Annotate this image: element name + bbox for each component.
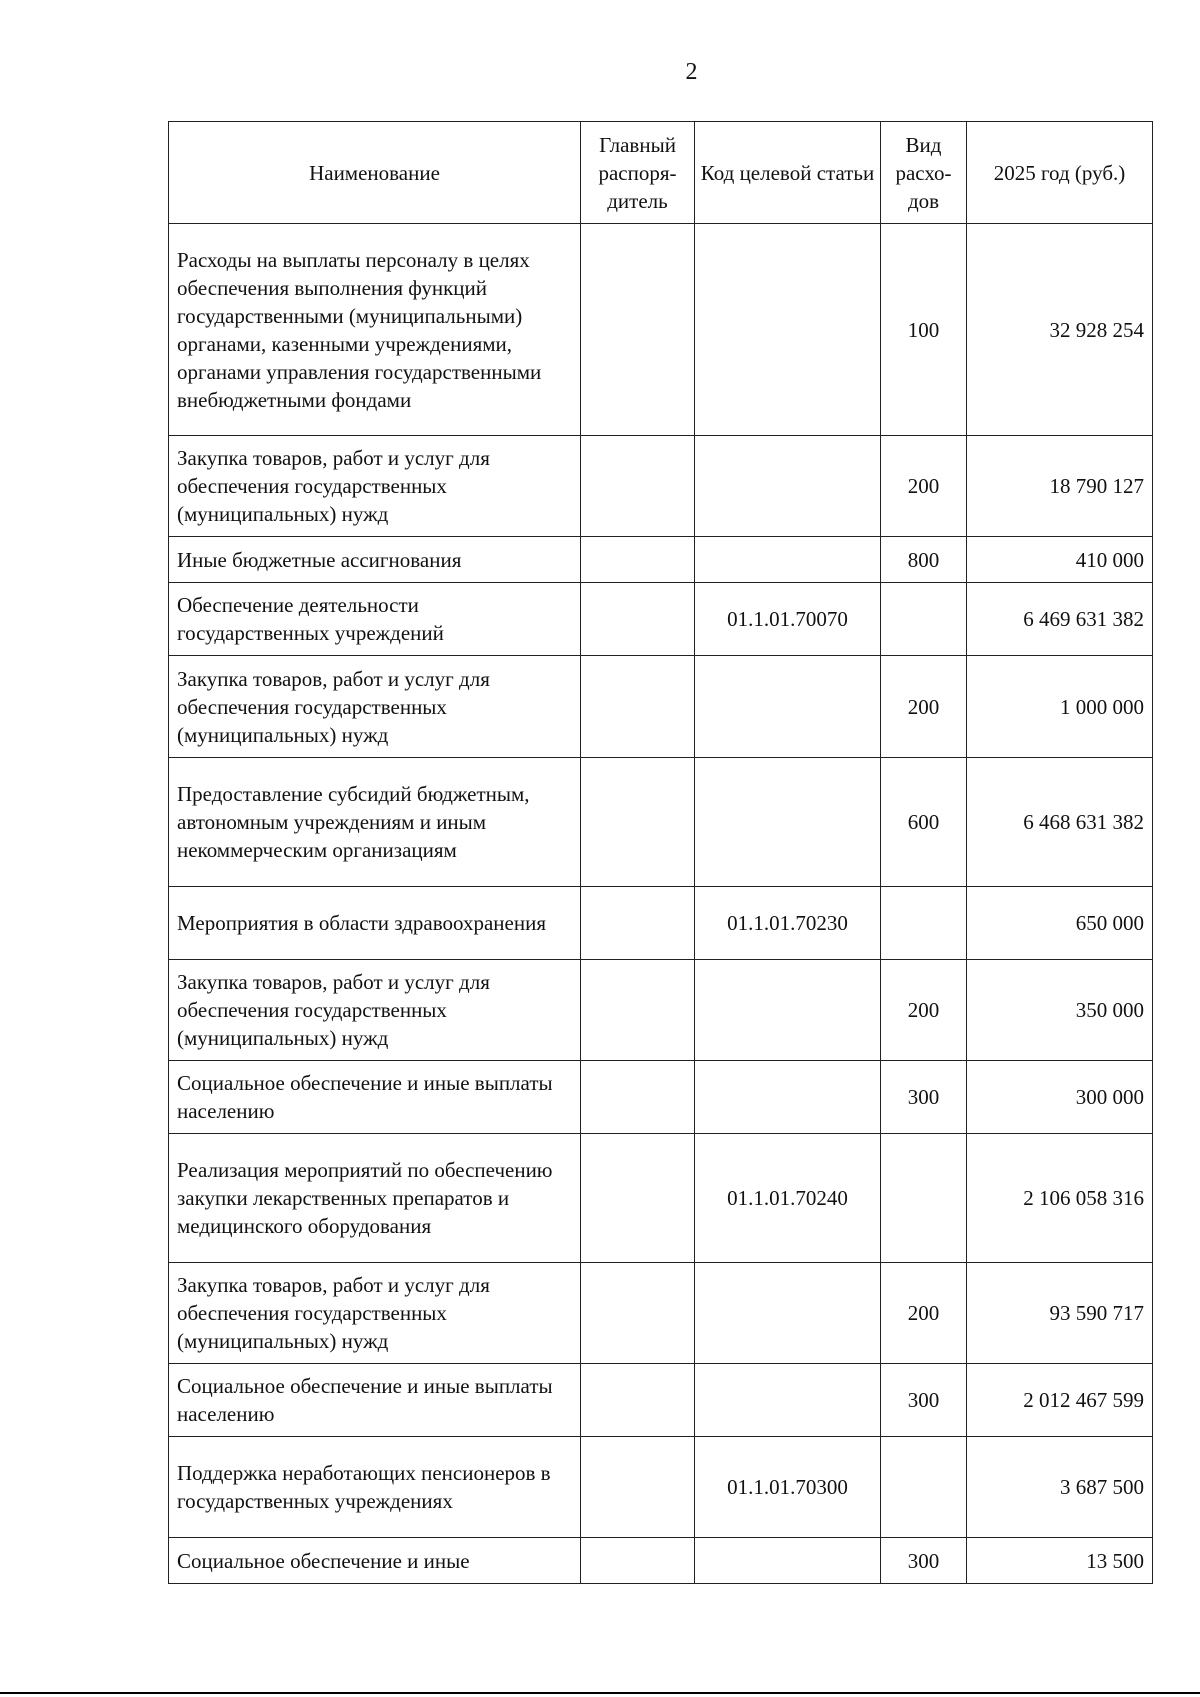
row-expense-type [881, 1437, 967, 1538]
row-amount: 1 000 000 [967, 656, 1153, 758]
row-name: Предоставление субсидий бюджетным, автономным учреждениям и иным некоммерческим организациям [169, 758, 581, 887]
row-expense-type: 200 [881, 656, 967, 758]
row-main-manager [581, 1061, 695, 1134]
row-name: Закупка товаров, работ и услуг для обеспечения государственных (муниципальных) нужд [169, 1263, 581, 1364]
table-row [169, 1134, 1153, 1263]
row-amount: 2 106 058 316 [967, 1134, 1153, 1263]
row-expense-type: 200 [881, 960, 967, 1061]
row-expense-type [881, 583, 967, 656]
row-expense-type [881, 1134, 967, 1263]
table-row [169, 1364, 1153, 1437]
row-name: Иные бюджетные ассигнования [169, 537, 581, 583]
table-row [169, 1538, 1153, 1584]
row-name: Реализация мероприятий по обеспечению закупки лекарственных препаратов и медицинского оборудования [169, 1134, 581, 1263]
table-row [169, 1061, 1153, 1134]
table-row [169, 583, 1153, 656]
row-target-code [695, 758, 881, 887]
row-name: Закупка товаров, работ и услуг для обеспечения государственных (муниципальных) нужд [169, 960, 581, 1061]
row-expense-type: 300 [881, 1364, 967, 1437]
row-amount: 650 000 [967, 887, 1153, 960]
row-amount: 13 500 [967, 1538, 1153, 1584]
row-target-code: 01.1.01.70240 [695, 1134, 881, 1263]
row-target-code [695, 1364, 881, 1437]
row-target-code [695, 1061, 881, 1134]
header-main-manager: Главный распоря-дитель [581, 122, 695, 224]
row-main-manager [581, 436, 695, 537]
row-name: Закупка товаров, работ и услуг для обеспечения государственных (муниципальных) нужд [169, 436, 581, 537]
row-amount: 93 590 717 [967, 1263, 1153, 1364]
header-amount: 2025 год (руб.) [967, 122, 1153, 224]
row-main-manager [581, 656, 695, 758]
row-amount: 350 000 [967, 960, 1153, 1061]
row-name: Закупка товаров, работ и услуг для обеспечения государственных (муниципальных) нужд [169, 656, 581, 758]
row-name: Обеспечение деятельности государственных учреждений [169, 583, 581, 656]
row-main-manager [581, 537, 695, 583]
row-main-manager [581, 1263, 695, 1364]
row-main-manager [581, 758, 695, 887]
header-name: Наименование [169, 122, 581, 224]
row-expense-type [881, 887, 967, 960]
row-target-code [695, 537, 881, 583]
row-name: Социальное обеспечение и иные выплаты населению [169, 1364, 581, 1437]
table-row [169, 436, 1153, 537]
row-target-code [695, 1538, 881, 1584]
row-expense-type: 200 [881, 436, 967, 537]
row-main-manager [581, 960, 695, 1061]
row-expense-type: 300 [881, 1538, 967, 1584]
table-header [169, 122, 1153, 224]
row-amount: 3 687 500 [967, 1437, 1153, 1538]
row-name: Мероприятия в области здравоохранения [169, 887, 581, 960]
row-expense-type: 100 [881, 224, 967, 436]
table-row [169, 656, 1153, 758]
row-target-code [695, 960, 881, 1061]
table-row [169, 887, 1153, 960]
row-main-manager [581, 1437, 695, 1538]
row-expense-type: 800 [881, 537, 967, 583]
row-target-code [695, 224, 881, 436]
row-target-code: 01.1.01.70300 [695, 1437, 881, 1538]
row-main-manager [581, 1538, 695, 1584]
row-expense-type: 200 [881, 1263, 967, 1364]
table-body [169, 224, 1153, 1584]
row-target-code: 01.1.01.70070 [695, 583, 881, 656]
row-name: Социальное обеспечение и иные [169, 1538, 581, 1584]
row-amount: 18 790 127 [967, 436, 1153, 537]
row-target-code [695, 656, 881, 758]
table-row [169, 224, 1153, 436]
header-expense-type: Вид расхо-дов [881, 122, 967, 224]
row-expense-type: 600 [881, 758, 967, 887]
row-target-code [695, 1263, 881, 1364]
budget-table [168, 121, 1153, 1584]
row-amount: 32 928 254 [967, 224, 1153, 436]
row-name: Социальное обеспечение и иные выплаты населению [169, 1061, 581, 1134]
row-main-manager [581, 1364, 695, 1437]
row-amount: 410 000 [967, 537, 1153, 583]
row-amount: 6 468 631 382 [967, 758, 1153, 887]
row-amount: 6 469 631 382 [967, 583, 1153, 656]
table-row [169, 1437, 1153, 1538]
header-row [169, 122, 1153, 224]
header-target-code: Код целевой статьи [695, 122, 881, 224]
row-amount: 2 012 467 599 [967, 1364, 1153, 1437]
row-name: Расходы на выплаты персоналу в целях обеспечения выполнения функций государственными (муниципальными) органами, казенными учреждениями, органами управления государственными внебюджетными фондами [169, 224, 581, 436]
row-target-code [695, 436, 881, 537]
table-row [169, 758, 1153, 887]
bottom-edge-rule [0, 1692, 1200, 1694]
row-amount: 300 000 [967, 1061, 1153, 1134]
row-expense-type: 300 [881, 1061, 967, 1134]
row-main-manager [581, 583, 695, 656]
table-row [169, 537, 1153, 583]
row-target-code: 01.1.01.70230 [695, 887, 881, 960]
row-main-manager [581, 1134, 695, 1263]
row-main-manager [581, 224, 695, 436]
table-row [169, 1263, 1153, 1364]
row-name: Поддержка неработающих пенсионеров в государственных учреждениях [169, 1437, 581, 1538]
row-main-manager [581, 887, 695, 960]
table-row [169, 960, 1153, 1061]
page-number: 2 [685, 59, 698, 85]
